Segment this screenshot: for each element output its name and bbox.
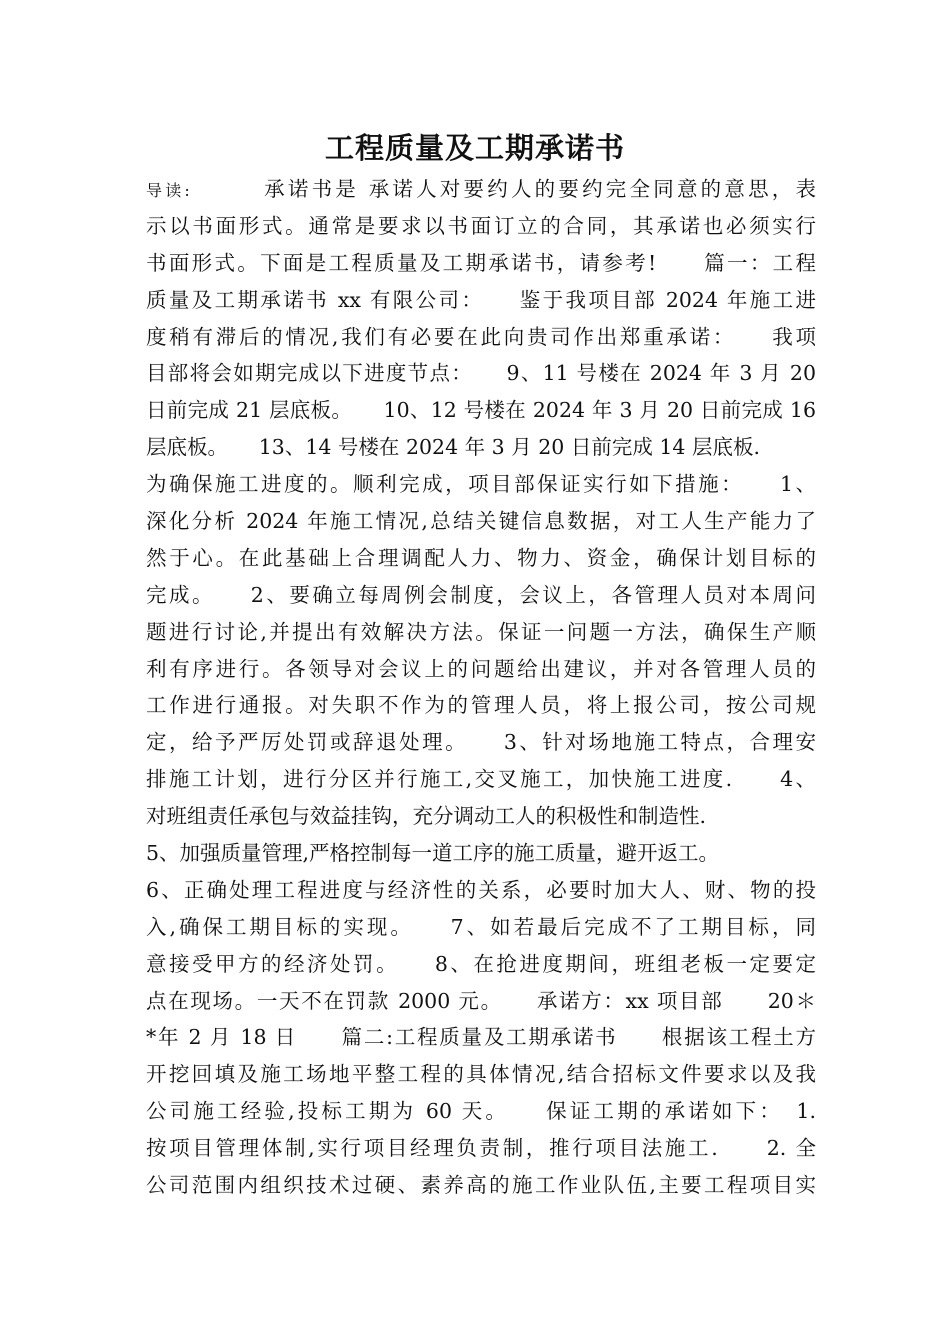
body-line-13: 题进行讨论,并提出有效解决方法。保证一问题一方法，确保生产顺 (146, 619, 816, 644)
body-line-24: *年 2 月 18 日 篇二:工程质量及工期承诺书 根据该工程土方 (146, 1025, 816, 1050)
body-line-9: 为确保施工进度的。顺利完成，项目部保证实行如下措施： 1、 (146, 472, 816, 497)
document-title: 工程质量及工期承诺书 (324, 131, 625, 165)
body-line-3: 书面形式。下面是工程质量及工期承诺书，请参考! 篇一：工程 (146, 250, 816, 275)
body-line-17: 排施工计划，进行分区并行施工,交叉施工，加快施工进度. 4、 (146, 767, 816, 792)
body-line-22: 意接受甲方的经济处罚。 8、在抢进度期间，班组老板一定要定 (146, 951, 816, 976)
body-line-8: 层底板。 13、14 号楼在 2024 年 3 月 20 日前完成 14 层底板. (146, 435, 760, 460)
body-line-2: 示以书面形式。通常是要求以书面订立的合同，其承诺也必须实行 (146, 213, 816, 238)
body-line-28: 公司范围内组织技术过硬、素养高的施工作业队伍,主要工程项目实 (146, 1173, 816, 1198)
body-line-25: 开挖回填及施工场地平整工程的具体情况,结合招标文件要求以及我 (146, 1062, 816, 1087)
document-body (146, 171, 816, 1204)
body-line-19: 5、加强质量管理,严格控制每一道工序的施工质量，避开返工。 (146, 841, 720, 866)
body-line-15: 工作进行通报。对失职不作为的管理人员，将上报公司，按公司规 (146, 693, 816, 718)
body-line-4: 质量及工期承诺书 xx 有限公司： 鉴于我项目部 2024 年施工进 (146, 287, 816, 312)
body-line-14: 利有序进行。各领导对会议上的问题给出建议，并对各管理人员的 (146, 656, 816, 681)
body-line-text: 承诺书是 承诺人对要约人的要约完全同意的意思，表 (189, 177, 816, 201)
body-line-10: 深化分析 2024 年施工情况,总结关键信息数据，对工人生产能力了 (146, 509, 816, 534)
body-line-12: 完成。 2、要确立每周例会制度，会议上，各管理人员对本周问 (146, 582, 816, 607)
body-line-20: 6、正确处理工程进度与经济性的关系，必要时加大人、财、物的投 (146, 877, 816, 902)
body-line-16: 定，给予严厉处罚或辞退处理。 3、针对场地施工特点，合理安 (146, 730, 816, 755)
body-line-5: 度稍有滞后的情况,我们有必要在此向贵司作出郑重承诺： 我项 (146, 324, 816, 349)
lead-label: 导读: (146, 181, 190, 200)
body-line-18: 对班组责任承包与效益挂钩，充分调动工人的积极性和制造性. (146, 804, 707, 829)
body-line-1 (146, 171, 816, 208)
body-line-7: 日前完成 21 层底板。 10、12 号楼在 2024 年 3 月 20 日前完成 16 (146, 398, 816, 423)
body-line-26: 公司施工经验,投标工期为 60 天。 保证工期的承诺如下： 1. (146, 1099, 816, 1124)
body-line-11: 然于心。在此基础上合理调配人力、物力、资金，确保计划目标的 (146, 545, 816, 570)
body-line-27: 按项目管理体制,实行项目经理负责制，推行项目法施工. 2. 全 (146, 1136, 816, 1161)
body-line-23: 点在现场。一天不在罚款 2000 元。 承诺方：xx 项目部 20＊ (146, 988, 816, 1013)
body-line-21: 入,确保工期目标的实现。 7、如若最后完成不了工期目标，同 (146, 914, 816, 939)
body-line-6: 目部将会如期完成以下进度节点： 9、11 号楼在 2024 年 3 月 20 (146, 361, 816, 386)
